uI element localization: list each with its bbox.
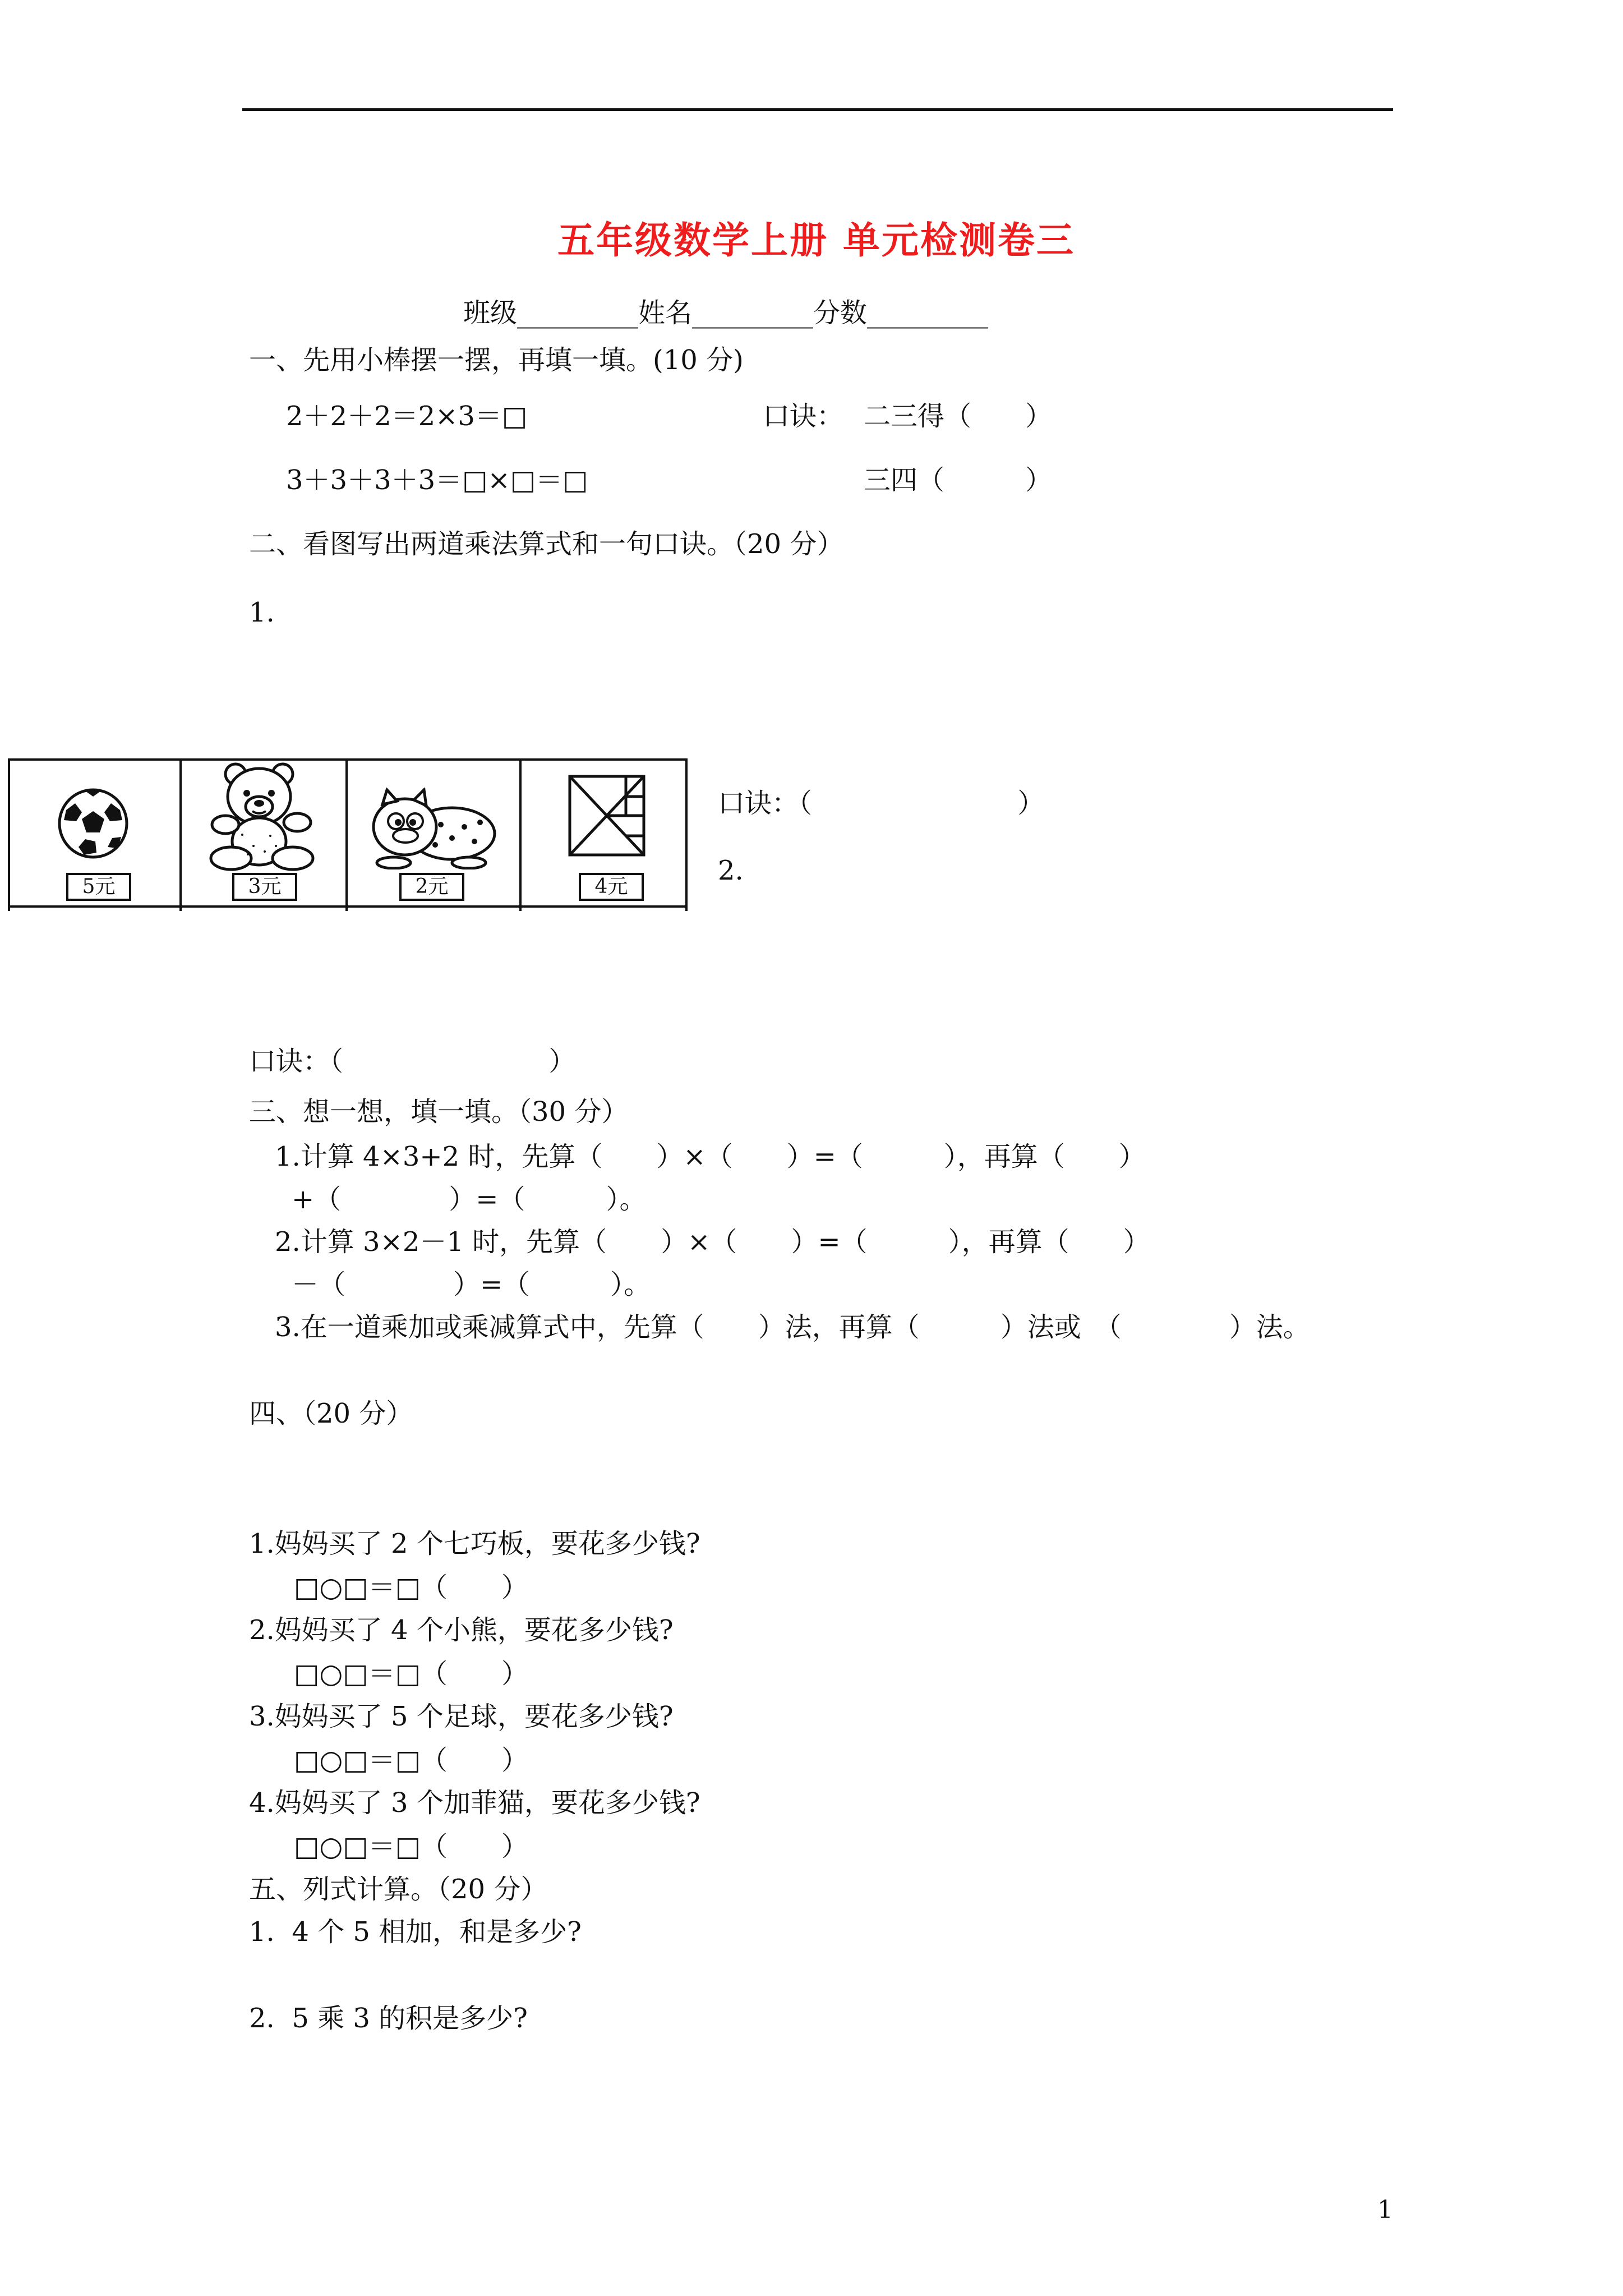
header-rule (242, 108, 1393, 111)
price-tag: 4元 (579, 873, 644, 901)
section2-item2-rhyme: 口诀：（ ） (249, 1046, 576, 1077)
section4-q4: 4.妈妈买了 3 个加菲猫，要花多少钱? (249, 1787, 700, 1819)
student-info-line: 班级_________姓名_________分数_________ (463, 297, 989, 329)
section2-item2-number: 2. (718, 855, 744, 886)
section3-heading: 三、想一想，填一填。（30 分） (249, 1096, 629, 1128)
section5-q2: 2. 5 乘 3 的积是多少? (249, 2003, 528, 2034)
section4-q3: 3.妈妈买了 5 个足球，要花多少钱? (249, 1701, 674, 1732)
section4-a3: □○□＝□（ ） (294, 1745, 528, 1776)
section4-a4: □○□＝□（ ） (294, 1831, 528, 1862)
section1-heading: 一、先用小棒摆一摆，再填一填。(10 分) (249, 344, 744, 376)
price-tag: 3元 (232, 873, 297, 901)
section4-q2: 2.妈妈买了 4 个小熊，要花多少钱? (249, 1614, 674, 1646)
teddy-bear-icon (203, 762, 321, 872)
section3-q1-line1: 1.计算 4×3+2 时，先算（ ）×（ ）=（ ），再算（ ） (275, 1141, 1146, 1172)
tangram-icon (568, 774, 646, 858)
page-title: 五年级数学上册 单元检测卷三 (557, 218, 1075, 262)
section5-heading: 五、列式计算。（20 分） (249, 1874, 548, 1905)
section3-q1-line2: +（ ）=（ ）。 (292, 1184, 647, 1215)
section3-q2-line1: 2.计算 3×2－1 时，先算（ ）×（ ）=（ ），再算（ ） (275, 1226, 1150, 1258)
price-tag: 2元 (399, 873, 464, 901)
section2-item1-number: 1. (249, 597, 275, 628)
section1-rhyme-label: 口诀： (763, 401, 844, 432)
section3-q3: 3.在一道乘加或乘减算式中，先算（ ）法，再算（ ）法或 （ ）法。 (275, 1312, 1310, 1343)
section1-row1-rhyme: 二三得（ ） (864, 401, 1053, 432)
section5-q1: 1. 4 个 5 相加，和是多少? (249, 1916, 582, 1948)
section1-row2-rhyme: 三四（ ） (864, 464, 1053, 496)
page-number: 1 (1377, 2196, 1393, 2224)
soccer-ball-icon (56, 786, 130, 861)
section3-q2-line2: －（ ）=（ ）。 (292, 1269, 651, 1300)
section4-heading: 四、（20 分） (249, 1398, 413, 1429)
section4-a1: □○□＝□（ ） (294, 1572, 528, 1603)
price-chart (8, 758, 688, 911)
section1-row1-equation: 2＋2＋2＝2×3＝□ (286, 401, 528, 432)
section2-item1-rhyme: 口诀：（ ） (718, 788, 1045, 819)
section4-a2: □○□＝□（ ） (294, 1658, 528, 1690)
section2-heading: 二、看图写出两道乘法算式和一句口诀。（20 分） (249, 528, 844, 560)
garfield-cat-icon (368, 788, 500, 869)
section4-q1: 1.妈妈买了 2 个七巧板，要花多少钱? (249, 1528, 700, 1559)
price-tag: 5元 (66, 873, 131, 901)
section1-row2-equation: 3＋3＋3＋3＝□×□＝□ (286, 464, 588, 496)
